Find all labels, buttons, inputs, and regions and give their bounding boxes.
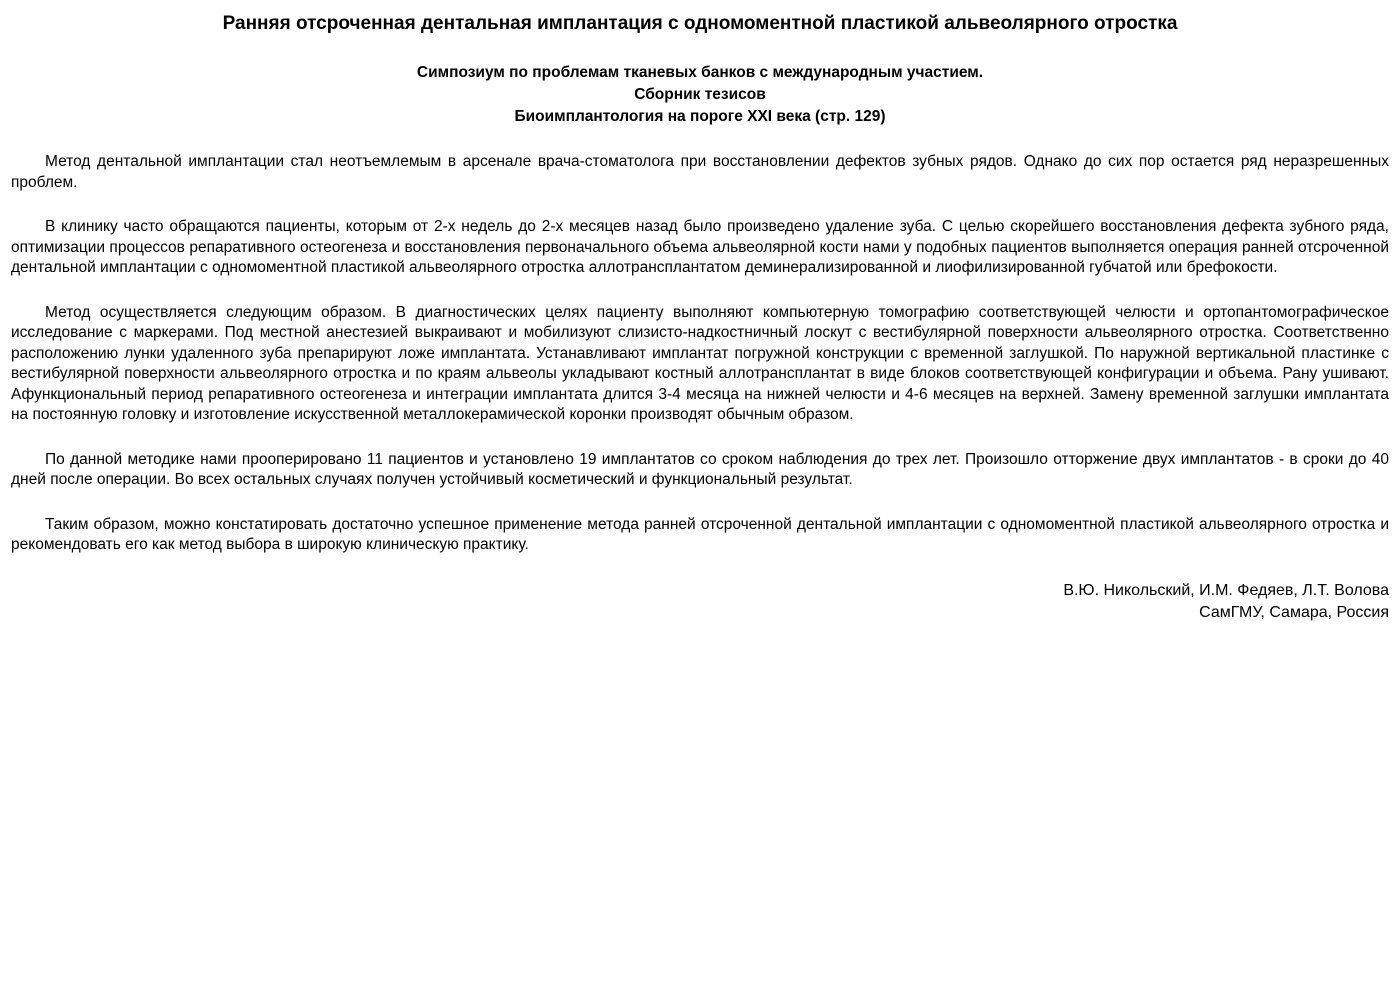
abstract-paragraph-2: В клинику часто обращаются пациенты, которым от 2-х недель до 2-х месяцев назад было произведено удаление зуба. С целью скорейшего восстановления дефекта зубного ряда, оптимизации процессов репаративного остеогенеза и восстановления первоначального объема альвеолярной кости нами у подобных пациентов выполняется операция ранней отсроченной дентальной имплантации с одномоментной пластикой альвеолярного отростка аллотрансплантатом деминерализированной и лиофилизированной губчатой или брефокости. bbox=[11, 218, 1389, 276]
authors-affiliation-line: СамГМУ, Самара, Россия bbox=[1199, 603, 1389, 621]
authors-block bbox=[11, 580, 1389, 624]
subtitle-collection-line: Сборник тезисов bbox=[634, 86, 766, 103]
subtitle-symposium-line: Симпозиум по проблемам тканевых банков с международным участием. bbox=[416, 64, 984, 81]
document-subtitle bbox=[11, 62, 1389, 128]
subtitle-edition-line: Биоимплантология на пороге XXI века (стр. 129) bbox=[514, 108, 886, 125]
abstract-paragraph-1: Метод дентальной имплантации стал неотъемлемым в арсенале врача-стоматолога при восстановлении дефектов зубных рядов. Однако до сих пор остается ряд неразрешенных проблем. bbox=[11, 153, 1389, 191]
abstract-body bbox=[11, 152, 1389, 556]
abstract-paragraph-3: Метод осуществляется следующим образом. В диагностических целях пациенту выполняют компьютерную томографию соответствующей челюсти и ортопантомографическое исследование с маркерами. Под местной анестезией выкраивают и мобилизуют слизисто-надкостничный лоскут с вестибулярной поверхности альвеолярного отростка. Соответственно расположению лунки удаленного зуба препарируют ложе имплантата. Устанавливают имплантат погружной конструкции с временной заглушкой. По наружной вертикальной пластинке с вестибулярной поверхности альвеолярного отростка и по краям альвеолы укладывают костный аллотрансплантат в виде блоков соответствующей конфигурации и объема. Рану ушивают. Афункциональный период репаративного остеогенеза и интеграции имплантата длится 3-4 месяца на нижней челюсти и 4-6 месяцев на верхней. Замену временной заглушки имплантата на постоянную головку и изготовление искусственной металлокерамической коронки производят обычным образом. bbox=[11, 303, 1389, 423]
abstract-paragraph-5: Таким образом, можно констатировать достаточно успешное применение метода ранней отсроченной дентальной имплантации с одномоментной пластикой альвеолярного отростка и рекомендовать его как метод выбора в широкую клиническую практику. bbox=[11, 515, 1389, 553]
page-title: Ранняя отсроченная дентальная имплантация с одномоментной пластикой альвеолярного отростка bbox=[222, 13, 1178, 34]
authors-names-line: В.Ю. Никольский, И.М. Федяев, Л.Т. Волова bbox=[1063, 581, 1389, 599]
abstract-paragraph-4: По данной методике нами прооперировано 11 пациентов и установлено 19 имплантатов со сроком наблюдения до трех лет. Произошло отторжение двух имплантатов - в сроки до 40 дней после операции. Во всех остальных случаях получен устойчивый косметический и функциональный результат. bbox=[11, 450, 1389, 488]
